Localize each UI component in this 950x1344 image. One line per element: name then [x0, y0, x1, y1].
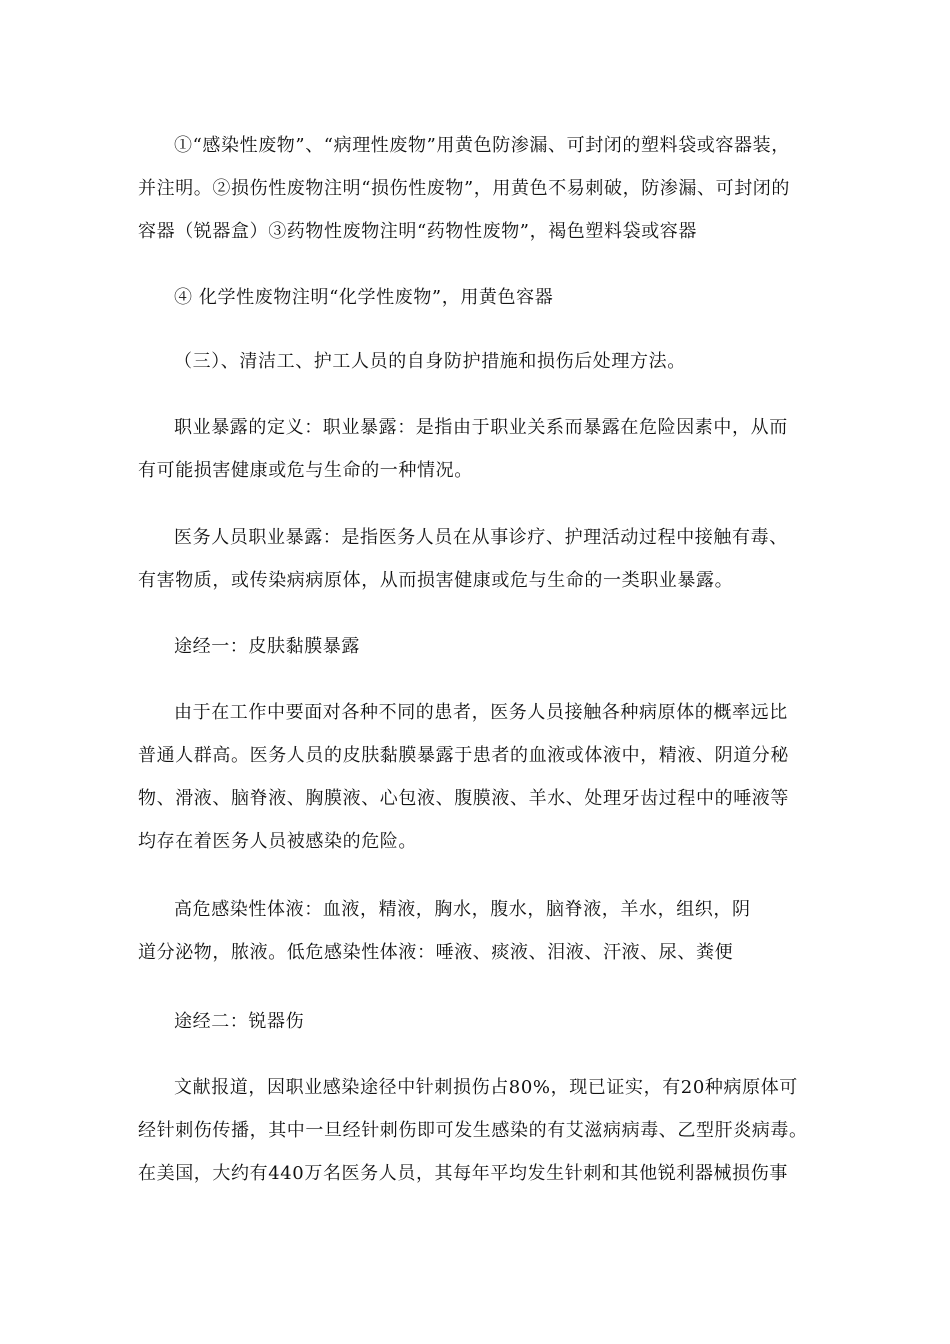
text-line: 由于在工作中要面对各种不同的患者，医务人员接触各种病原体的概率远比: [174, 702, 788, 723]
text-line: 有害物质，或传染病病原体，从而损害健康或危与生命的一类职业暴露。: [138, 570, 734, 591]
subheading: 途经二：锐器伤: [174, 1011, 305, 1032]
text-line: 医务人员职业暴露：是指医务人员在从事诊疗、护理活动过程中接触有毒、: [174, 527, 788, 548]
text-line: 并注明。②损伤性废物注明“损伤性废物”，用黄色不易刺破，防渗漏、可封闭的: [138, 178, 791, 199]
text-line: 在美国，大约有440万名医务人员，其每年平均发生针刺和其他锐利器械损伤事: [138, 1163, 788, 1184]
text-line: ④ 化学性废物注明“化学性废物”，用黄色容器: [174, 287, 554, 308]
text-line: 经针刺伤传播，其中一旦经针刺伤即可发生感染的有艾滋病病毒、乙型肝炎病毒。: [138, 1120, 808, 1141]
text-line: 物、滑液、脑脊液、胸膜液、心包液、腹膜液、羊水、处理牙齿过程中的唾液等: [138, 788, 789, 809]
text-line: ①“感染性废物”、“病理性废物”用黄色防渗漏、可封闭的塑料袋或容器装，: [174, 135, 790, 156]
text-line: 高危感染性体液：血液，精液，胸水，腹水，脑脊液，羊水，组织，阴: [174, 899, 751, 920]
subheading: 途经一：皮肤黏膜暴露: [174, 636, 360, 657]
text-line: 文献报道，因职业感染途径中针刺损伤占80%，现已证实，有20种病原体可: [174, 1077, 798, 1098]
text-line: 均存在着医务人员被感染的危险。: [138, 831, 417, 852]
text-line: 普通人群高。医务人员的皮肤黏膜暴露于患者的血液或体液中，精液、阴道分秘: [138, 745, 789, 766]
text-line: 有可能损害健康或危与生命的一种情况。: [138, 460, 473, 481]
text-line: 职业暴露的定义：职业暴露：是指由于职业关系而暴露在危险因素中，从而: [174, 417, 788, 438]
section-heading: （三）、清洁工、护工人员的自身防护措施和损伤后处理方法。: [174, 351, 686, 372]
text-line: 容器（锐器盒）③药物性废物注明“药物性废物”，褐色塑料袋或容器: [138, 221, 698, 242]
text-line: 道分泌物，脓液。低危感染性体液：唾液、痰液、泪液、汗液、尿、粪便: [138, 942, 734, 963]
